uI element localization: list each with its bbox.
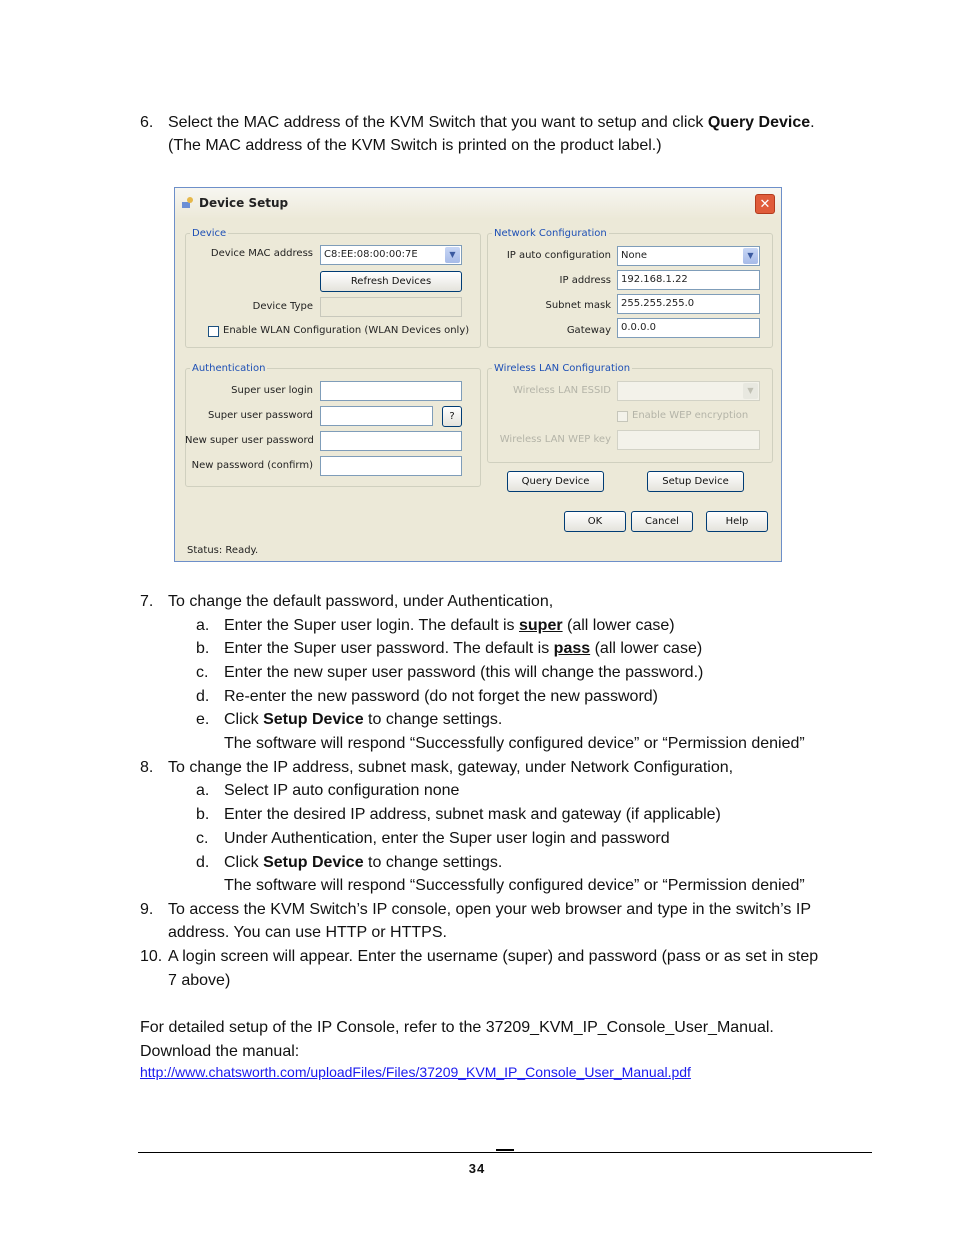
step-10-line-1: A login screen will appear. Enter the username (super) and password (pass or as set in step — [168, 948, 819, 965]
enable-wep-label: Enable WEP encryption — [632, 410, 749, 421]
query-device-button[interactable]: Query Device — [507, 471, 604, 492]
essid-label: Wireless LAN ESSID — [513, 385, 611, 396]
step-8-number: 8. — [140, 759, 154, 776]
closing-line-1: For detailed setup of the IP Console, refer to the 37209_KVM_IP_Console_User_Manual. — [140, 1019, 774, 1036]
password-help-button[interactable]: ? — [442, 406, 462, 427]
status-bar: Status: Ready. — [187, 545, 259, 556]
step-8d-text: Click Setup Device to change settings. — [224, 854, 503, 871]
gateway-label: Gateway — [566, 325, 611, 336]
step-6-number: 6. — [140, 114, 154, 131]
footer-tick — [496, 1149, 514, 1151]
dialog-title: Device Setup — [199, 196, 289, 210]
step-6-line-2: (The MAC address of the KVM Switch is printed on the product label.) — [168, 137, 662, 154]
refresh-devices-button[interactable]: Refresh Devices — [320, 271, 462, 292]
step-7e-text: Click Setup Device to change settings. — [224, 711, 503, 728]
step-9-line-2: address. You can use HTTP or HTTPS. — [168, 924, 447, 941]
ok-button[interactable]: OK — [564, 511, 626, 532]
new-password-input[interactable] — [320, 431, 462, 451]
closing-line-2: Download the manual: — [140, 1043, 300, 1060]
manual-download-link[interactable]: http://www.chatsworth.com/uploadFiles/Files/37209_KVM_IP_Console_User_Manual.pdf — [140, 1064, 691, 1080]
step-7-text: To change the default password, under Authentication, — [168, 593, 554, 610]
step-10-line-2: 7 above) — [168, 972, 231, 989]
gateway-input[interactable]: 0.0.0.0 — [617, 318, 760, 338]
step-7d-letter: d. — [196, 688, 210, 705]
step-8b-letter: b. — [196, 806, 210, 823]
ip-auto-label: IP auto configuration — [506, 250, 611, 261]
wep-key-label: Wireless LAN WEP key — [499, 434, 611, 445]
step-8d-letter: d. — [196, 854, 210, 871]
enable-wlan-label: Enable WLAN Configuration (WLAN Devices only) — [223, 325, 470, 336]
setup-device-button[interactable]: Setup Device — [647, 471, 744, 492]
step-8a-letter: a. — [196, 782, 210, 799]
step-8b-text: Enter the desired IP address, subnet mask and gateway (if applicable) — [224, 806, 721, 823]
step-8a-text: Select IP auto configuration none — [224, 782, 460, 799]
step-7b-letter: b. — [196, 640, 210, 657]
step-9-number: 9. — [140, 901, 154, 918]
step-7a-letter: a. — [196, 617, 210, 634]
step-7-number: 7. — [140, 593, 154, 610]
device-setup-dialog — [174, 187, 782, 562]
device-group-label: Device — [192, 228, 227, 239]
close-button[interactable]: ✕ — [755, 194, 775, 214]
footer-rule — [138, 1152, 872, 1153]
chevron-down-icon: ▼ — [743, 383, 758, 399]
mac-address-select[interactable] — [320, 245, 462, 265]
network-configuration-label: Network Configuration — [494, 228, 607, 239]
authentication-group-label: Authentication — [192, 363, 266, 374]
device-type-field — [320, 297, 462, 317]
step-7c-text: Enter the new super user password (this will change the password.) — [224, 664, 704, 681]
step-7b-text: Enter the Super user password. The default is pass (all lower case) — [224, 640, 703, 657]
ip-address-input[interactable]: 192.168.1.22 — [617, 270, 760, 290]
step-8c-letter: c. — [196, 830, 209, 847]
ip-auto-select[interactable] — [617, 246, 760, 266]
cancel-button[interactable]: Cancel — [631, 511, 693, 532]
mac-label: Device MAC address — [210, 248, 313, 259]
confirm-password-input[interactable] — [320, 456, 462, 476]
ip-address-label: IP address — [559, 275, 611, 286]
step-8-text: To change the IP address, subnet mask, gateway, under Network Configuration, — [168, 759, 734, 776]
step-7e-note: The software will respond “Successfully configured device” or “Permission denied” — [224, 735, 805, 752]
super-password-input[interactable] — [320, 406, 433, 426]
step-9-line-1: To access the KVM Switch’s IP console, open your web browser and type in the switch’s IP — [168, 901, 811, 918]
dialog-titlebar — [175, 188, 781, 219]
step-6-line-1: Select the MAC address of the KVM Switch that you want to setup and click Query Device. — [168, 114, 815, 131]
essid-select[interactable] — [617, 381, 760, 401]
step-8d-note: The software will respond “Successfully configured device” or “Permission denied” — [224, 877, 805, 894]
enable-wlan-checkbox[interactable] — [208, 326, 219, 337]
subnet-mask-label: Subnet mask — [545, 300, 611, 311]
step-7a-text: Enter the Super user login. The default is super (all lower case) — [224, 617, 675, 634]
help-button[interactable]: Help — [706, 511, 768, 532]
wep-key-input[interactable] — [617, 430, 760, 450]
super-login-input[interactable] — [320, 381, 462, 401]
step-8c-text: Under Authentication, enter the Super user login and password — [224, 830, 670, 847]
manual-link-wrapper — [140, 1064, 691, 1082]
super-login-label: Super user login — [231, 385, 313, 396]
device-type-label: Device Type — [252, 301, 313, 312]
mac-address-value: C8:EE:08:00:00:7E — [324, 249, 418, 260]
confirm-password-label: New password (confirm) — [191, 460, 313, 471]
ip-auto-value: None — [621, 250, 648, 261]
wireless-lan-label: Wireless LAN Configuration — [494, 363, 631, 374]
super-password-label: Super user password — [208, 410, 313, 421]
chevron-down-icon: ▼ — [743, 248, 758, 264]
page-number: 34 — [468, 1161, 486, 1176]
chevron-down-icon: ▼ — [445, 247, 460, 263]
new-password-label: New super user password — [185, 435, 314, 446]
enable-wep-checkbox[interactable] — [617, 411, 628, 422]
step-10-number: 10. — [140, 948, 163, 965]
step-7c-letter: c. — [196, 664, 209, 681]
step-7e-letter: e. — [196, 711, 210, 728]
app-icon — [181, 196, 195, 210]
subnet-mask-input[interactable]: 255.255.255.0 — [617, 294, 760, 314]
step-7d-text: Re-enter the new password (do not forget the new password) — [224, 688, 659, 705]
